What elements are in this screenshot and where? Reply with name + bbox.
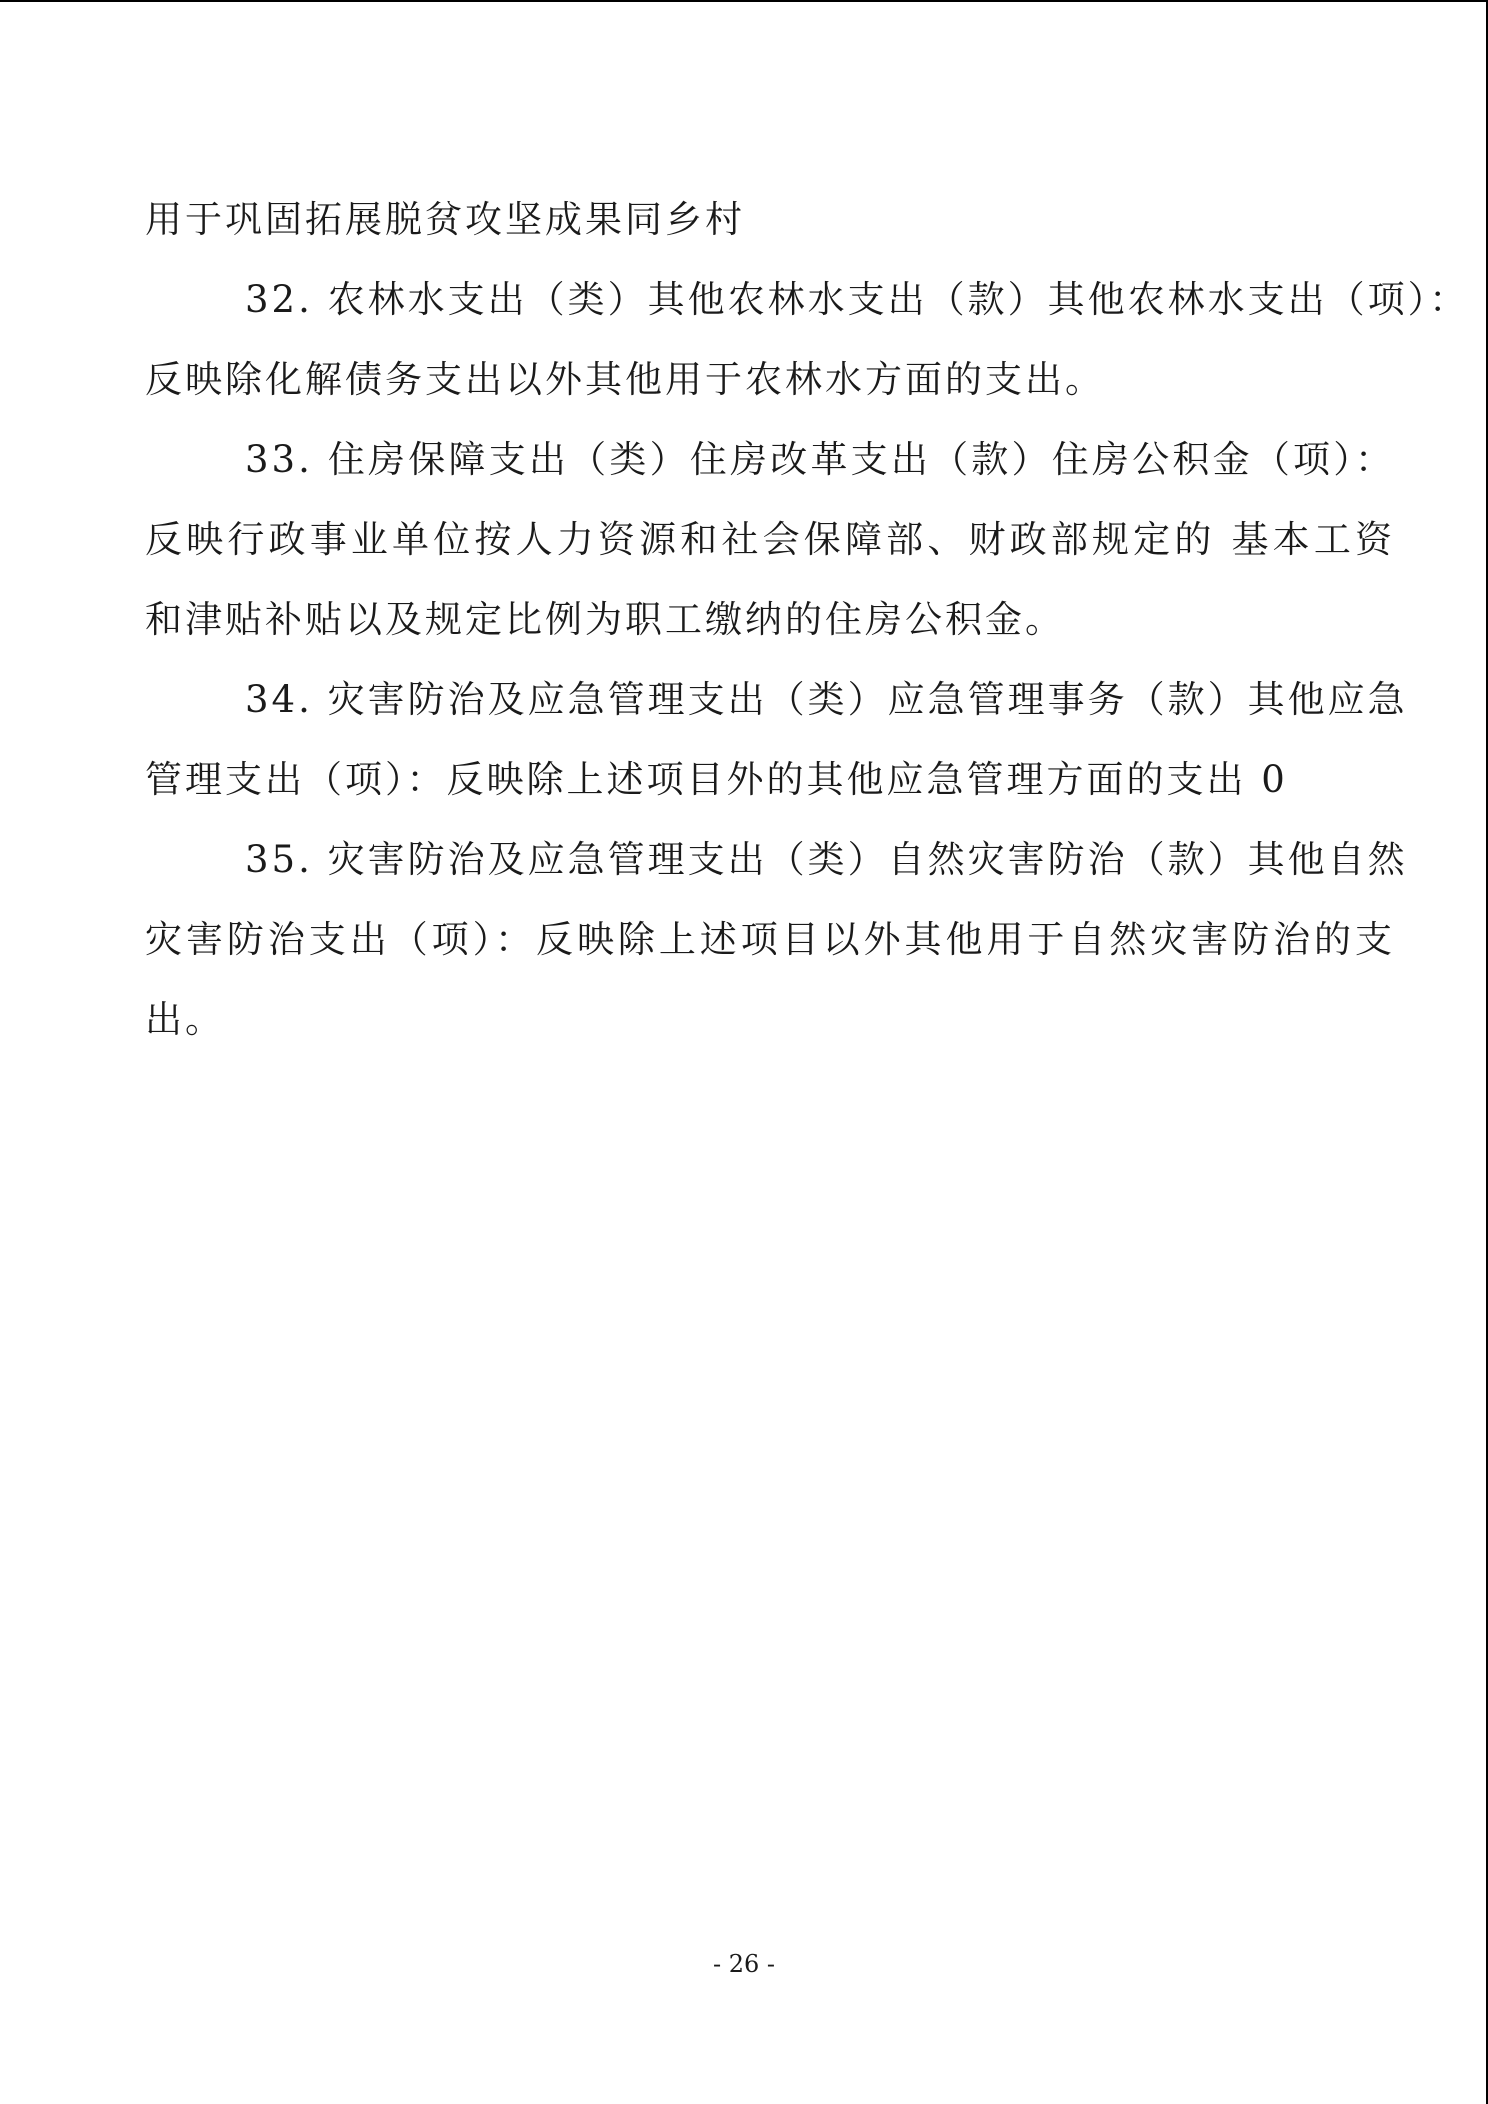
text-line: 用于巩固拓展脱贫攻坚成果同乡村 xyxy=(145,198,745,241)
item-33-description-line-2: 和津贴补贴以及规定比例为职工缴纳的住房公积金。 xyxy=(145,598,1065,641)
item-33-heading: 33. 住房保障支出（类）住房改革支出（款）住房公积金（项）： xyxy=(245,438,1395,481)
item-32-description: 反映除化解债务支出以外其他用于农林水方面的支出。 xyxy=(145,358,1105,401)
item-35-heading: 35. 灾害防治及应急管理支出（类）自然灾害防治（款）其他自然 xyxy=(245,838,1408,881)
item-34-heading: 34. 灾害防治及应急管理支出（类）应急管理事务（款）其他应急 xyxy=(245,678,1408,721)
document-body xyxy=(145,180,1470,1060)
item-35-description-line-1: 灾害防治支出（项）：反映除上述项目以外其他用于自然灾害防治的支 xyxy=(145,918,1395,961)
page-number: - 26 - xyxy=(712,1950,775,1978)
item-33-description-line-1: 反映行政事业单位按人力资源和社会保障部、财政部规定的 基本工资 xyxy=(145,518,1395,561)
page-top-border xyxy=(0,0,1488,2)
item-34-description: 管理支出（项）：反映除上述项目外的其他应急管理方面的支出 0 xyxy=(145,758,1288,801)
item-35-description-line-2: 出。 xyxy=(145,998,225,1041)
item-32-heading: 32. 农林水支出（类）其他农林水支出（款）其他农林水支出（项）： xyxy=(245,278,1470,321)
